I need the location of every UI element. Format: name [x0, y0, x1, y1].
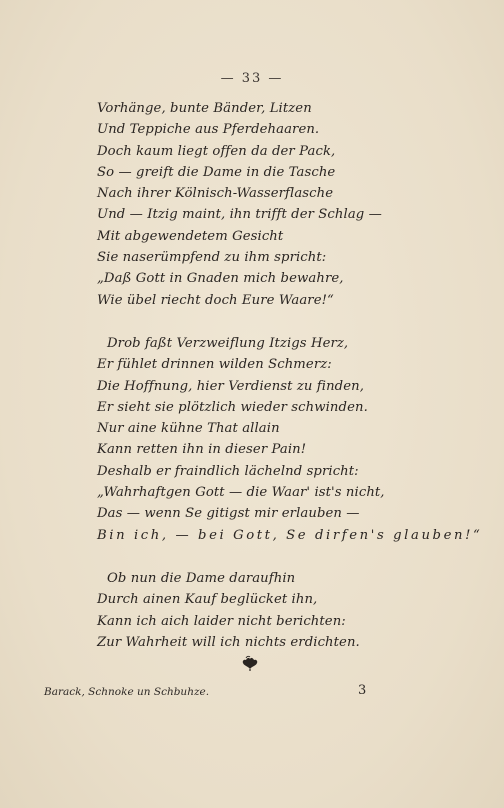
- poem-line: Deshalb er fraindlich lächelnd spricht:: [97, 463, 359, 479]
- poem-line: Zur Wahrheit will ich nichts erdichten.: [97, 634, 360, 650]
- poem: [97, 98, 483, 653]
- poem-line: Er fühlet drinnen wilden Schmerz:: [97, 357, 332, 373]
- stanza-gap: [97, 311, 427, 333]
- poem-line: Nur aine kühne That allain: [97, 421, 280, 437]
- poem-line: Mit abgewendetem Gesicht: [97, 228, 284, 244]
- poem-line: Und — Itzig maint, ihn trifft der Schlag —: [97, 207, 382, 223]
- poem-line: Er sieht sie plötzlich wieder schwinden.: [97, 399, 368, 415]
- stanza-1: [97, 98, 427, 311]
- poem-line: Kann retten ihn in dieser Pain!: [97, 442, 307, 458]
- poem-line: Bin ich, — bei Gott, Se dirfen's glauben!“: [97, 527, 483, 543]
- poem-line: Ob nun die Dame daraufhin: [107, 570, 296, 586]
- poem-line: „Wahrhaftgen Gott — die Waar' ist's nicht,: [97, 485, 385, 501]
- poem-line: Kann ich aich laider nicht berichten:: [97, 613, 346, 629]
- page-number: — 33 —: [220, 71, 284, 86]
- poem-line: Drob faßt Verzweiflung Itzigs Herz,: [107, 335, 349, 351]
- poem-line: Die Hoffnung, hier Verdienst zu finden,: [97, 378, 364, 394]
- sheet-number: 3: [358, 683, 367, 698]
- stanza-2: [97, 333, 483, 546]
- poem-line: Doch kaum liegt offen da der Pack,: [97, 143, 336, 159]
- poem-line: Das — wenn Se gitigst mir erlauben —: [97, 506, 360, 522]
- poem-line: Nach ihrer Kölnisch-Wasserflasche: [97, 186, 334, 202]
- poem-line: Vorhänge, bunte Bänder, Litzen: [97, 101, 312, 116]
- stanza-3: [97, 568, 427, 653]
- poem-line: „Daß Gott in Gnaden mich bewahre,: [97, 271, 344, 287]
- poem-line: Sie naserümpfend zu ihm spricht:: [97, 250, 327, 266]
- stanza-gap: [97, 546, 427, 568]
- floral-ornament-icon: [240, 655, 260, 671]
- poem-line: Wie übel riecht doch Eure Waare!“: [97, 292, 334, 308]
- poem-line: So — greift die Dame in die Tasche: [97, 164, 336, 180]
- poem-line: Und Teppiche aus Pferdehaaren.: [97, 122, 320, 138]
- poem-line: Durch ainen Kauf beglücket ihn,: [97, 592, 318, 608]
- footer-signature: Barack, Schnoke un Schbuhze.: [44, 686, 210, 698]
